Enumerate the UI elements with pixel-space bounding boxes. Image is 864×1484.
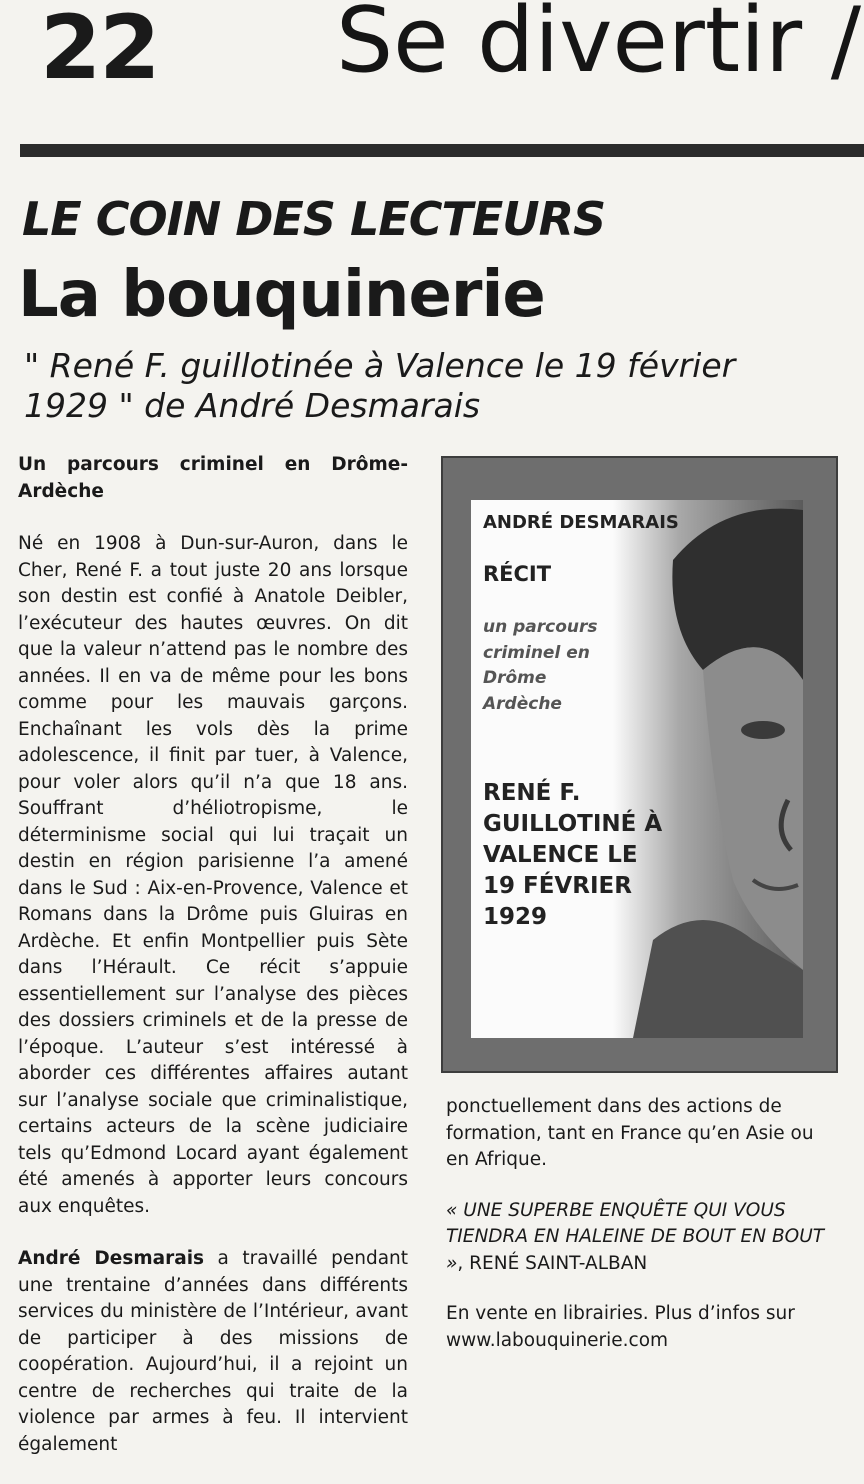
author-name: André Desmarais: [18, 1248, 205, 1269]
page-number: 22: [40, 0, 159, 99]
kicker: LE COIN DES LECTEURS: [22, 192, 606, 246]
cover-tagline: un parcours criminel en Drôme Ardèche: [483, 617, 598, 714]
subtitle: " René F. guillotinée à Valence le 19 février 1929 " de André Desmarais: [24, 346, 736, 425]
cover-title: RENÉ F. GUILLOTINÉ À VALENCE LE 19 FÉVRIER 1929: [483, 780, 663, 930]
quote-text: « UNE SUPERBE ENQUÊTE QUI VOUS TIENDRA EN HALEINE DE BOUT EN BOUT »: [446, 1199, 825, 1274]
article-left-column: [18, 452, 408, 1484]
sales-info: En vente en librairies. Plus d’infos sur www.labouquinerie.com: [446, 1303, 795, 1351]
author-portrait-image: [613, 500, 803, 1038]
cover-author: ANDRÉ DESMARAIS: [483, 512, 679, 533]
book-cover-inner: [471, 500, 803, 1038]
article-subheading: Un parcours criminel en Drôme-Ardèche: [18, 454, 408, 502]
headline: La bouquinerie: [18, 258, 545, 332]
article-paragraph: Né en 1908 à Dun-sur-Auron, dans le Cher, René F. a tout juste 20 ans lorsque son destin est confié à Anatole Deibler, l’exécuteur des hautes œuvres. On dit que la valeur n’attend pas le nombre des années. Il en va de même pour les bons comme pour les mauvais garçons. Enchaînant les vols dès la prime adolescence, il finit par tuer, à Valence, pour voler alors qu’il n’a que 18 ans. Souffrant d’héliotropisme, le déterminisme social qui lui traçait un destin en région parisienne l’a amené dans le Sud : Aix-en-Provence, Valence et Romans dans la Drôme puis Gluiras en Ardèche. Et enfin Montpellier puis Sète dans l’Hérault. Ce récit s’appuie essentiellement sur l’analyse des pièces des dossiers criminels et de la presse de l’époque. L’auteur s’est intéressé à aborder ces différentes affaires autant sur l’analyse sociale que criminalistique, certains acteurs de la scène judiciaire tels qu’Edmond Locard ayant également été amenés à apporter leurs concours aux enquêtes.: [18, 533, 408, 1217]
author-bio-text: a travaillé pendant une trentaine d’années dans différents services du ministère de l’Intérieur, avant de participer à des missions de coopération. Aujourd’hui, il a rejoint un centre de recherches qui traite de la violence par armes à feu. Il intervient également: [18, 1248, 409, 1455]
cover-genre: RÉCIT: [483, 562, 552, 586]
review-quote: [446, 1198, 838, 1278]
book-cover: [441, 456, 838, 1073]
article-right-column: [446, 1094, 838, 1378]
header-rule: [20, 144, 864, 157]
author-bio-continuation: ponctuellement dans des actions de formation, tant en France qu’en Asie ou en Afrique.: [446, 1096, 814, 1170]
section-title: Se divertir /: [336, 0, 862, 93]
author-bio-paragraph: [18, 1246, 408, 1458]
quote-attribution: , RENÉ SAINT-ALBAN: [457, 1252, 648, 1274]
